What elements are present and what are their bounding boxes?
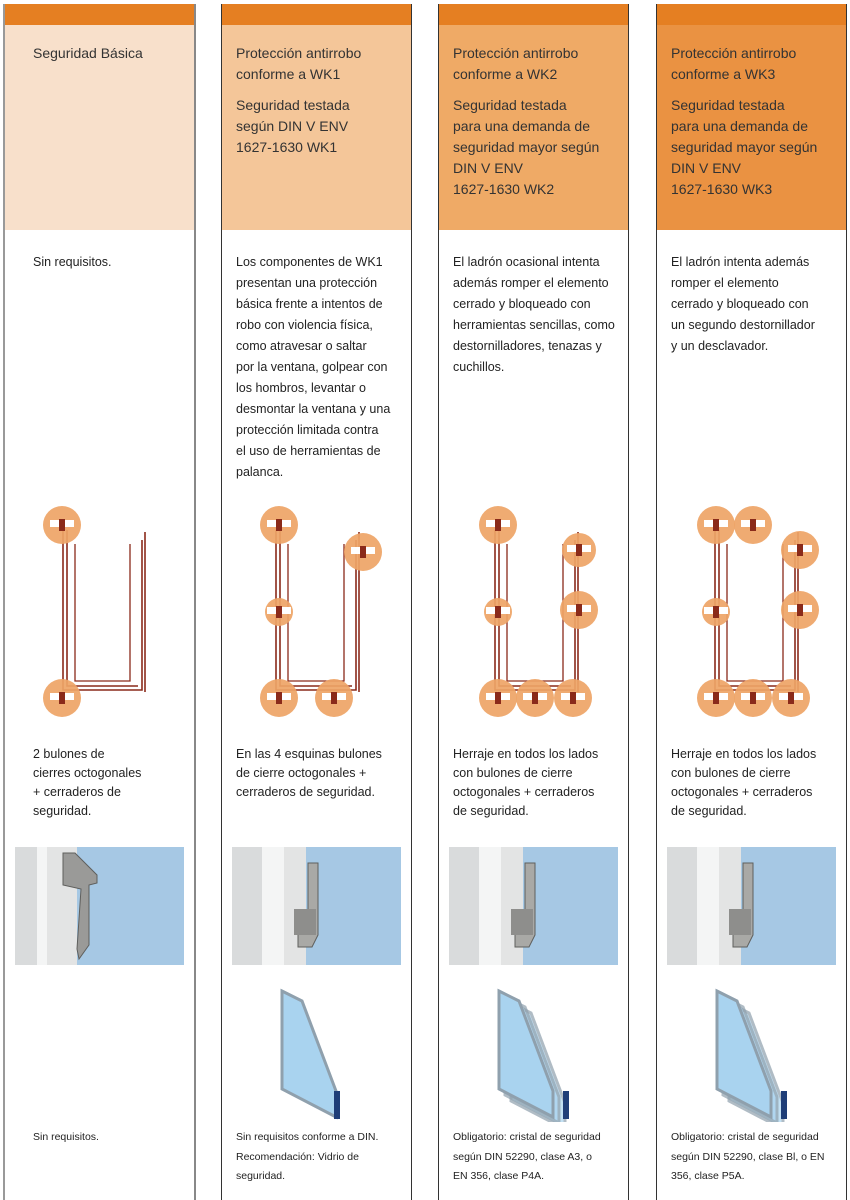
- column-header: [439, 25, 628, 230]
- caption-line: + cerraderos de: [33, 785, 121, 799]
- locking-bolt-icon: [315, 679, 353, 717]
- glazing-requirement: [453, 1128, 601, 1187]
- caption-line: de seguridad.: [453, 804, 529, 818]
- caption-line: octogonales + cerraderos: [453, 785, 595, 799]
- locking-bolt-icon: [734, 506, 772, 544]
- window-frame: [63, 530, 145, 692]
- column-header: [657, 25, 846, 230]
- locking-bolt-icon: [344, 533, 382, 571]
- glazing-line: Sin requisitos conforme a DIN.: [236, 1131, 379, 1143]
- locking-bolt-icon: [697, 679, 735, 717]
- caption-line: con bulones de cierre: [453, 766, 573, 780]
- locking-bolt-icon: [43, 679, 81, 717]
- threat-description: [33, 252, 112, 273]
- header-line: Seguridad Básica: [33, 45, 143, 61]
- glazing-requirement: [671, 1128, 825, 1187]
- glazing-requirement: [33, 1128, 99, 1148]
- hardware-caption: [33, 745, 141, 821]
- column-wk2: [438, 4, 629, 1200]
- header-paragraph: [236, 43, 401, 85]
- header-paragraph: [453, 43, 618, 85]
- threat-description: [236, 252, 390, 483]
- header-paragraph: [236, 95, 401, 158]
- locking-bolt-icon: [734, 679, 772, 717]
- description-line: un segundo destornillador: [671, 318, 815, 332]
- header-paragraph: [33, 43, 184, 64]
- glass-pane-image: [272, 987, 362, 1122]
- header-line: conforme a WK2: [453, 66, 558, 82]
- description-line: El ladrón intenta además: [671, 255, 810, 269]
- window-handle-photo: [232, 847, 401, 965]
- description-line: y un desclavador.: [671, 339, 769, 353]
- glazing-line: según DIN 52290, clase Bl, o EN: [671, 1150, 825, 1163]
- top-bar: [439, 4, 628, 25]
- locking-bolt-icon: [554, 679, 592, 717]
- glass-pane-image: [707, 987, 797, 1122]
- top-bar: [222, 4, 411, 25]
- locking-bolt-icon: [516, 679, 554, 717]
- locking-bolt-icon: [562, 533, 596, 567]
- header-line: 1627-1630 WK3: [671, 181, 773, 197]
- locking-bolt-icon: [560, 591, 598, 629]
- header-line: Seguridad testada: [671, 97, 785, 113]
- window-handle-photo: [15, 847, 184, 965]
- hardware-diagram: [439, 500, 628, 725]
- caption-line: cerraderos de seguridad.: [236, 785, 375, 799]
- locking-bolt-icon: [479, 506, 517, 544]
- hardware-diagram: [657, 500, 846, 725]
- header-line: Seguridad testada: [453, 97, 567, 113]
- caption-line: de seguridad.: [671, 804, 747, 818]
- glazing-line: Sin requisitos.: [33, 1131, 99, 1143]
- header-line: para una demanda de: [453, 118, 590, 134]
- description-line: destornilladores, tenazas y: [453, 339, 602, 353]
- hardware-diagram: [222, 500, 411, 725]
- caption-line: En las 4 esquinas bulones: [236, 747, 382, 761]
- glazing-line: EN 356, clase P4A.: [453, 1170, 545, 1182]
- locking-bolt-icon: [43, 506, 81, 544]
- glazing-line: Recomendación: Vidrio de: [236, 1150, 359, 1163]
- header-line: seguridad mayor según: [453, 139, 600, 155]
- header-line: seguridad mayor según: [671, 139, 818, 155]
- header-line: para una demanda de: [671, 118, 808, 134]
- caption-line: con bulones de cierre: [671, 766, 791, 780]
- header-line: Protección antirrobo: [453, 45, 579, 61]
- description-line: herramientas sencillas, como: [453, 318, 615, 332]
- locking-bolt-icon: [697, 506, 735, 544]
- header-line: Protección antirrobo: [236, 45, 362, 61]
- locking-bolt-icon: [702, 598, 730, 626]
- locking-bolt-icon: [781, 531, 819, 569]
- column-wk3: [656, 4, 847, 1200]
- description-line: protección limitada contra: [236, 423, 379, 437]
- description-line: robo con violencia física,: [236, 318, 373, 332]
- locking-bolt-icon: [781, 591, 819, 629]
- window-handle-photo: [449, 847, 618, 965]
- description-line: el uso de herramientas de: [236, 444, 381, 458]
- glazing-line: Obligatorio: cristal de seguridad: [453, 1131, 601, 1143]
- column-header: [222, 25, 411, 230]
- glazing-requirement: [236, 1128, 378, 1187]
- caption-line: cierres octogonales: [33, 766, 142, 780]
- header-line: 1627-1630 WK1: [236, 139, 338, 155]
- header-line: conforme a WK3: [671, 66, 776, 82]
- description-line: por la ventana, golpear con: [236, 360, 388, 374]
- locking-bolt-icon: [772, 679, 810, 717]
- caption-line: Herraje en todos los lados: [453, 747, 599, 761]
- locking-bolt-icon: [260, 506, 298, 544]
- description-line: cerrado y bloqueado con: [671, 297, 809, 311]
- header-line: 1627-1630 WK2: [453, 181, 555, 197]
- caption-line: 2 bulones de: [33, 747, 105, 761]
- caption-line: seguridad.: [33, 804, 92, 818]
- description-line: presentan una protección: [236, 276, 378, 290]
- header-paragraph: [453, 95, 618, 200]
- threat-description: [453, 252, 615, 378]
- top-bar: [5, 4, 194, 25]
- description-line: desmontar la ventana y una: [236, 402, 391, 416]
- hardware-caption: [453, 745, 598, 821]
- description-line: cuchillos.: [453, 360, 505, 374]
- window-handle-photo: [667, 847, 836, 965]
- header-line: DIN V ENV: [453, 160, 524, 176]
- description-line: los hombros, levantar o: [236, 381, 366, 395]
- locking-bolt-icon: [484, 598, 512, 626]
- column-basic: [3, 4, 196, 1200]
- glass-pane-image: [489, 987, 579, 1122]
- header-line: Seguridad testada: [236, 97, 350, 113]
- top-bar: [657, 4, 846, 25]
- description-line: palanca.: [236, 465, 284, 479]
- hardware-caption: [671, 745, 816, 821]
- locking-bolt-icon: [479, 679, 517, 717]
- description-line: romper el elemento: [671, 276, 779, 290]
- caption-line: Herraje en todos los lados: [671, 747, 817, 761]
- glazing-line: seguridad.: [236, 1170, 286, 1182]
- glazing-line: según DIN 52290, clase A3, o: [453, 1150, 592, 1163]
- description-line: Los componentes de WK1: [236, 255, 383, 269]
- hardware-diagram: [5, 500, 194, 725]
- hardware-caption: [236, 745, 382, 802]
- header-line: DIN V ENV: [671, 160, 742, 176]
- threat-description: [671, 252, 815, 357]
- description-line: básica frente a intentos de: [236, 297, 383, 311]
- header-line: según DIN V ENV: [236, 118, 349, 134]
- column-header: [5, 25, 194, 230]
- description-line: El ladrón ocasional intenta: [453, 255, 600, 269]
- caption-line: de cierre octogonales +: [236, 766, 367, 780]
- glazing-line: 356, clase P5A.: [671, 1170, 745, 1182]
- description-line: cerrado y bloqueado con: [453, 297, 591, 311]
- description-line: además romper el elemento: [453, 276, 609, 290]
- locking-bolt-icon: [265, 598, 293, 626]
- locking-bolt-icon: [260, 679, 298, 717]
- header-paragraph: [671, 95, 836, 200]
- header-line: conforme a WK1: [236, 66, 341, 82]
- description-line: Sin requisitos.: [33, 255, 112, 269]
- caption-line: octogonales + cerraderos: [671, 785, 813, 799]
- header-line: Protección antirrobo: [671, 45, 797, 61]
- glazing-line: Obligatorio: cristal de seguridad: [671, 1131, 819, 1143]
- column-wk1: [221, 4, 412, 1200]
- header-paragraph: [671, 43, 836, 85]
- description-line: como atravesar o saltar: [236, 339, 367, 353]
